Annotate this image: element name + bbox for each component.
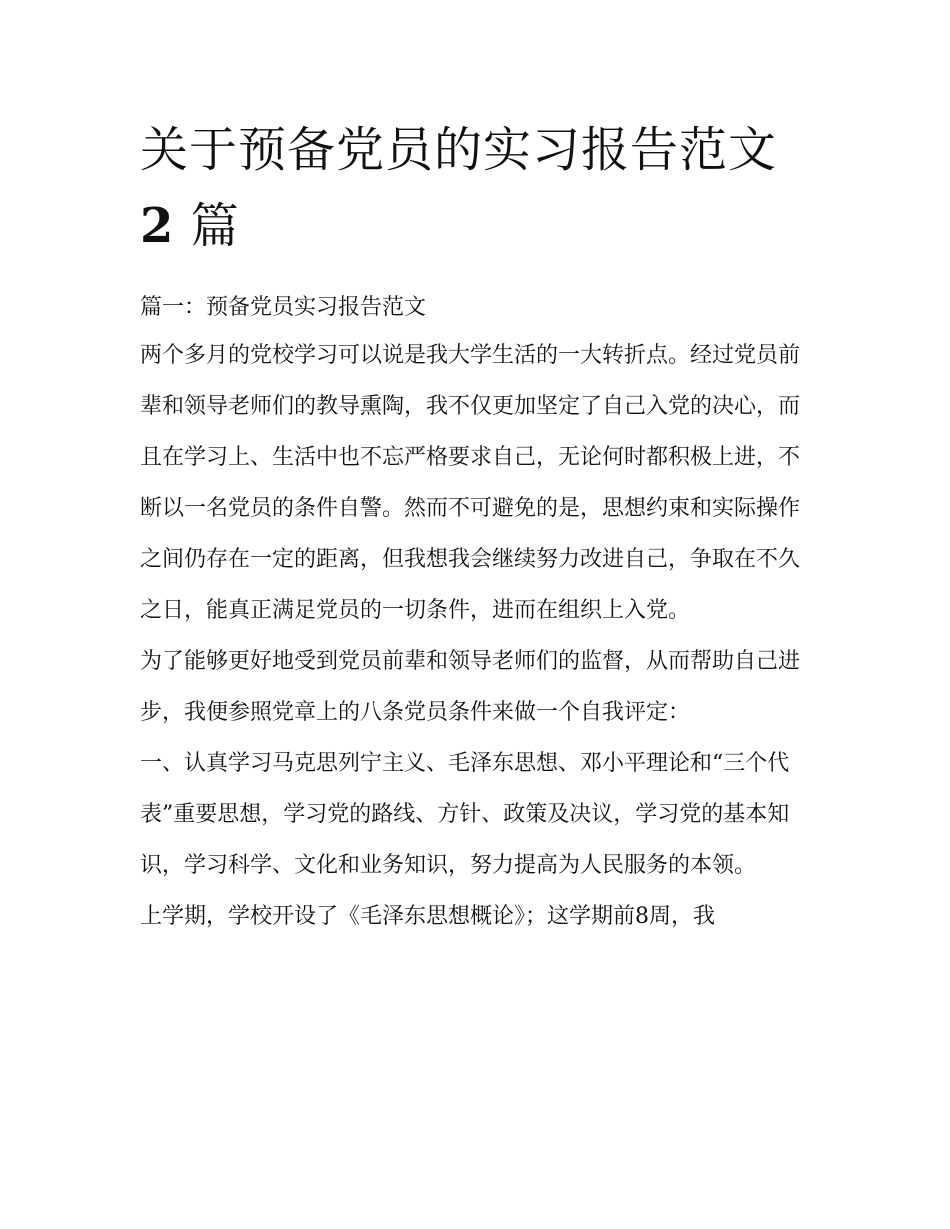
title-line-1: 关于预备党员的实习报告范文 bbox=[140, 122, 778, 178]
paragraph-4: 上学期，学校开设了《毛泽东思想概论》；这学期前8周，我 bbox=[140, 904, 715, 929]
document-title bbox=[140, 112, 820, 264]
title-number: 2 bbox=[140, 198, 175, 254]
document-page bbox=[140, 112, 820, 942]
paragraph-3: 一、认真学习马克思列宁主义、毛泽东思想、邓小平理论和“三个代表”重要思想，学习党的路线、方针、政策及决议，学习党的基本知识，学习科学、文化和业务知识，努力提高为人民服务的本领。 bbox=[140, 751, 790, 878]
paragraph-2: 为了能够更好地受到党员前辈和领导老师们的监督，从而帮助自己进步，我便参照党章上的八条党员条件来做一个自我评定： bbox=[140, 649, 801, 725]
paragraph-1: 两个多月的党校学习可以说是我大学生活的一大转折点。经过党员前辈和领导老师们的教导熏陶，我不仅更加坚定了自己入党的决心，而且在学习上、生活中也不忘严格要求自己，无论何时都积极上进，不断以一名党员的条件自警。然而不可避免的是，思想约束和实际操作之间仍存在一定的距离，但我想我会继续努力改进自己，争取在不久之日，能真正满足党员的一切条件，进而在组织上入党。 bbox=[140, 343, 801, 623]
title-line-2: 篇 bbox=[190, 198, 240, 254]
section-heading: 篇一：预备党员实习报告范文 bbox=[140, 295, 427, 320]
